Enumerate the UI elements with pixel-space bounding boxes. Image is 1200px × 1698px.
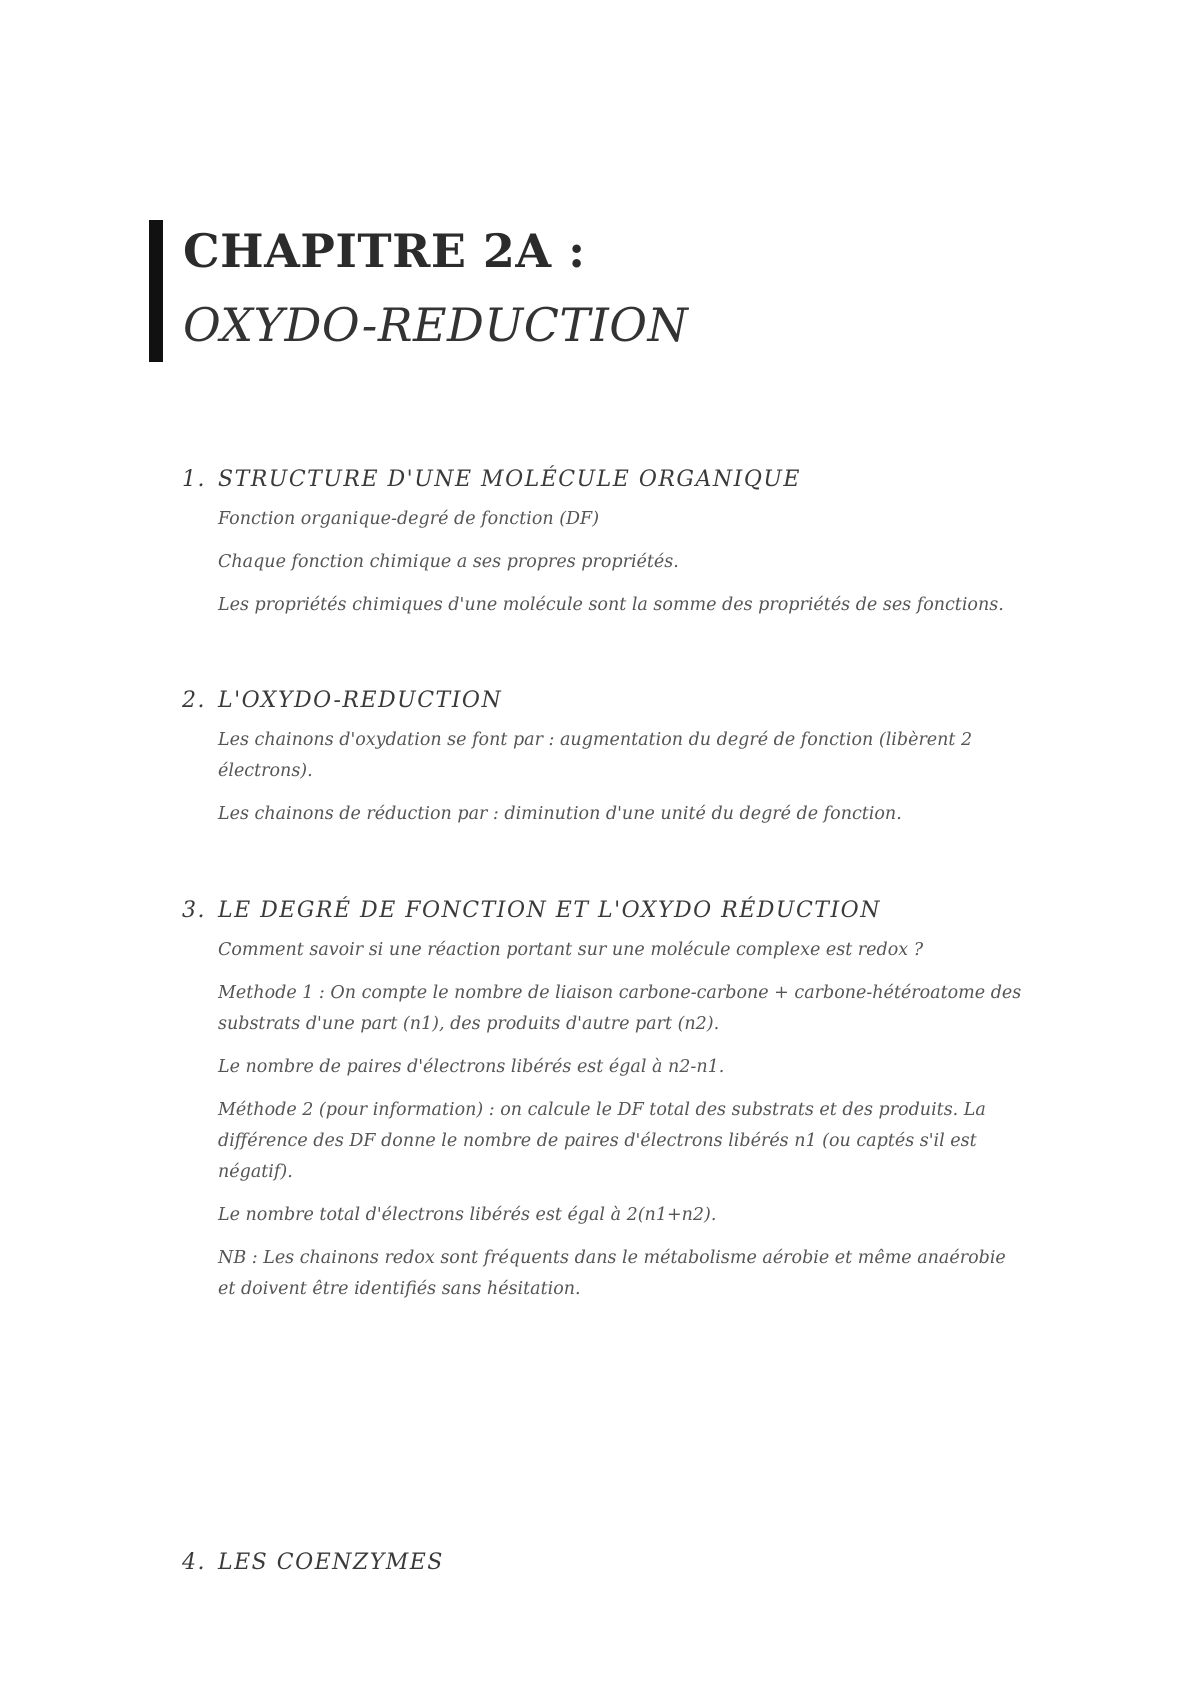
section-title: STRUCTURE D'UNE MOLÉCULE ORGANIQUE [218,467,801,492]
chapter-accent-bar [149,220,163,362]
section-degre-fonction [182,898,1042,1317]
paragraph: Chaque fonction chimique a ses propres propriétés. [218,552,679,572]
paragraph: Les propriétés chimiques d'une molécule sont la somme des propriétés de ses fonctions. [218,595,1004,615]
paragraph: NB : Les chainons redox sont fréquents dans le métabolisme aérobie et même anaérobie et doivent être identifiés sans hésitation. [218,1248,1006,1299]
section-body [218,504,1042,621]
paragraph: Methode 1 : On compte le nombre de liaison carbone-carbone + carbone-hétéroatome des substrats d'une part (n1), des produits d'autre part (n2). [218,983,1022,1034]
section-body [218,935,1042,1305]
section-body [218,725,1042,830]
paragraph: Fonction organique-degré de fonction (DF) [218,509,600,529]
paragraph: Les chainons d'oxydation se font par : augmentation du degré de fonction (libèrent 2 électrons). [218,730,973,781]
section-title: L'OXYDO-REDUCTION [218,688,503,713]
section-coenzymes [182,1550,1042,1575]
paragraph: Le nombre de paires d'électrons libérés est égal à n2-n1. [218,1057,725,1077]
paragraph: Méthode 2 (pour information) : on calcule le DF total des substrats et des produits. La différence des DF donne le nombre de paires d'électrons libérés n1 (ou captés s'il est négatif). [218,1100,986,1182]
section-structure-molecule [182,467,1042,633]
section-number: 2. [182,688,206,713]
paragraph: Comment savoir si une réaction portant sur une molécule complexe est redox ? [218,940,924,960]
section-title: LES COENZYMES [218,1550,444,1575]
paragraph: Le nombre total d'électrons libérés est égal à 2(n1+n2). [218,1205,717,1225]
section-number: 3. [182,898,206,923]
section-oxydo-reduction [182,688,1042,842]
section-heading [182,1550,1042,1575]
section-title: LE DEGRÉ DE FONCTION ET L'OXYDO RÉDUCTION [218,898,881,923]
paragraph: Les chainons de réduction par : diminution d'une unité du degré de fonction. [218,804,902,824]
chapter-subtitle: OXYDO-REDUCTION [183,298,689,352]
chapter-header [149,220,1049,362]
section-heading [182,688,1042,713]
section-number: 1. [182,467,206,492]
chapter-title: CHAPITRE 2A : [183,224,586,278]
section-heading [182,467,1042,492]
section-number: 4. [182,1550,206,1575]
section-heading [182,898,1042,923]
